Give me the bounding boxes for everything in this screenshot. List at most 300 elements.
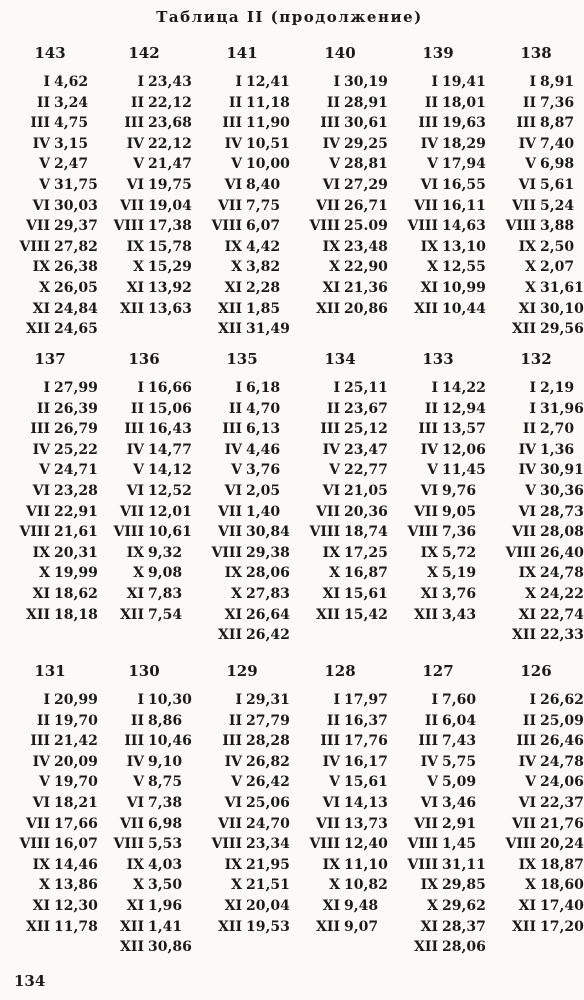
month-numeral: II: [130, 94, 144, 111]
month-numeral: VI: [518, 794, 536, 811]
month-numeral: IX: [32, 544, 50, 561]
table-row: [4, 301, 96, 322]
month-numeral: X: [133, 259, 144, 276]
table-row: [196, 239, 288, 260]
month-numeral: III: [222, 421, 242, 438]
day-value: 24,78: [540, 565, 584, 582]
table-row: [98, 795, 190, 816]
month-numeral: II: [326, 712, 340, 729]
month-numeral: III: [320, 421, 340, 438]
day-value: 30,86: [148, 939, 192, 956]
day-value: 26,42: [246, 627, 290, 644]
month-numeral: VII: [26, 815, 50, 832]
month-numeral: V: [329, 462, 340, 479]
day-value: 11,78: [54, 918, 98, 935]
table-row: [294, 545, 386, 566]
month-numeral: II: [130, 400, 144, 417]
day-value: 30,10: [540, 300, 584, 317]
day-value: 28,37: [442, 918, 486, 935]
day-value: 4,62: [54, 74, 89, 90]
table-row: [196, 524, 288, 545]
table-row: [392, 713, 484, 734]
month-numeral: III: [222, 115, 242, 132]
table-row: [98, 95, 190, 116]
day-value: 12,41: [246, 74, 290, 90]
table-row: [490, 301, 582, 322]
month-numeral: XII: [218, 321, 242, 338]
table-row: [294, 301, 386, 322]
table-row: [490, 795, 582, 816]
table-row: [392, 795, 484, 816]
month-numeral: I: [529, 380, 536, 396]
day-value: 18,18: [54, 606, 98, 623]
day-value: 19,75: [148, 176, 192, 193]
table-row: [392, 692, 484, 713]
month-numeral: V: [231, 156, 242, 173]
column-header: 138: [520, 44, 552, 62]
column-header: 141: [226, 44, 258, 62]
month-numeral: V: [231, 774, 242, 791]
table-row: [294, 198, 386, 219]
table-row: [196, 607, 288, 628]
day-value: 21,76: [540, 815, 584, 832]
column-rows: [294, 692, 386, 939]
day-value: 21,36: [344, 279, 388, 296]
day-value: 28,73: [540, 503, 584, 520]
column-header: 131: [34, 662, 66, 680]
table-row: [392, 462, 484, 483]
day-value: 24,71: [54, 462, 98, 479]
table-row: [98, 836, 190, 857]
table-row: [98, 857, 190, 878]
month-numeral: XII: [218, 627, 242, 644]
month-numeral: III: [320, 115, 340, 132]
month-numeral: VII: [512, 197, 536, 214]
day-value: 19,41: [442, 74, 486, 90]
day-value: 26,79: [54, 421, 98, 438]
month-numeral: VII: [26, 503, 50, 520]
month-numeral: V: [39, 774, 50, 791]
table-row: [392, 401, 484, 422]
table-row: [4, 524, 96, 545]
day-value: 5,09: [442, 774, 477, 791]
table-row: [490, 115, 582, 136]
table-row: [196, 713, 288, 734]
month-numeral: I: [333, 74, 340, 90]
day-value: 7,54: [148, 606, 183, 623]
day-value: 12,94: [442, 400, 486, 417]
column-header: 139: [422, 44, 454, 62]
day-value: 7,40: [540, 135, 575, 152]
month-numeral: IV: [420, 441, 438, 458]
day-value: 7,38: [148, 794, 183, 811]
day-value: 20,31: [54, 544, 98, 561]
month-numeral: X: [39, 565, 50, 582]
month-numeral: II: [522, 421, 536, 438]
month-numeral: III: [418, 421, 438, 438]
month-numeral: III: [30, 421, 50, 438]
table-row: [98, 733, 190, 754]
column-header: 134: [324, 350, 356, 368]
month-numeral: IX: [322, 238, 340, 255]
table-row: [4, 442, 96, 463]
day-value: 15,78: [148, 238, 192, 255]
table-row: [196, 95, 288, 116]
table-row: [392, 816, 484, 837]
month-numeral: XII: [26, 918, 50, 935]
table-row: [294, 524, 386, 545]
day-value: 16,07: [54, 836, 98, 853]
month-numeral: VI: [224, 794, 242, 811]
table-row: [4, 421, 96, 442]
day-value: 8,87: [540, 115, 575, 132]
table-row: [98, 136, 190, 157]
month-numeral: IV: [224, 441, 242, 458]
table-row: [490, 586, 582, 607]
day-value: 1,45: [442, 836, 477, 853]
day-value: 25,06: [246, 794, 290, 811]
day-value: 9,05: [442, 503, 477, 520]
table-row: [4, 795, 96, 816]
month-numeral: XII: [120, 918, 144, 935]
month-numeral: III: [516, 115, 536, 132]
table-row: [4, 836, 96, 857]
month-numeral: I: [431, 74, 438, 90]
day-value: 14,22: [442, 380, 486, 396]
month-numeral: VI: [32, 197, 50, 214]
month-numeral: VII: [512, 815, 536, 832]
table-row: [490, 504, 582, 525]
month-numeral: I: [137, 692, 144, 708]
table-row: [294, 239, 386, 260]
day-value: 22,77: [344, 462, 388, 479]
table-row: [392, 115, 484, 136]
day-value: 2,07: [540, 259, 575, 276]
day-value: 25,22: [54, 441, 98, 458]
month-numeral: III: [516, 733, 536, 750]
day-value: 11,10: [344, 856, 388, 873]
day-value: 2,19: [540, 380, 575, 396]
day-value: 17,25: [344, 544, 388, 561]
day-value: 29,62: [442, 897, 486, 914]
day-value: 24,78: [540, 753, 584, 770]
table-row: [196, 401, 288, 422]
month-numeral: X: [427, 259, 438, 276]
day-value: 13,10: [442, 238, 486, 255]
table-row: [98, 692, 190, 713]
month-numeral: VIII: [113, 524, 144, 541]
month-numeral: I: [43, 380, 50, 396]
day-value: 1,36: [540, 441, 575, 458]
day-value: 2,91: [442, 815, 477, 832]
month-numeral: XII: [316, 300, 340, 317]
day-value: 23,28: [54, 482, 98, 499]
day-value: 4,42: [246, 238, 281, 255]
month-numeral: VIII: [505, 544, 536, 561]
table-row: [490, 136, 582, 157]
table-row: [4, 321, 96, 342]
day-value: 11,18: [246, 94, 290, 111]
day-value: 8,91: [540, 74, 575, 90]
table-row: [490, 177, 582, 198]
column-rows: [98, 380, 190, 627]
month-numeral: IX: [420, 238, 438, 255]
day-value: 2,50: [540, 238, 575, 255]
table-row: [98, 442, 190, 463]
day-value: 16,37: [344, 712, 388, 729]
month-numeral: II: [228, 712, 242, 729]
day-value: 26,38: [54, 259, 98, 276]
table-row: [490, 692, 582, 713]
month-numeral: I: [43, 692, 50, 708]
month-numeral: IX: [224, 565, 242, 582]
day-value: 17,20: [540, 918, 584, 935]
table-row: [98, 401, 190, 422]
day-value: 6,18: [246, 380, 281, 396]
day-value: 27,99: [54, 380, 98, 396]
table-row: [490, 442, 582, 463]
day-value: 6,98: [148, 815, 183, 832]
month-numeral: II: [326, 400, 340, 417]
day-value: 17,66: [54, 815, 98, 832]
table-row: [4, 259, 96, 280]
column-header: 126: [520, 662, 552, 680]
month-numeral: X: [329, 259, 340, 276]
table-row: [196, 504, 288, 525]
day-value: 3,15: [54, 135, 89, 152]
month-numeral: XI: [32, 897, 50, 914]
month-numeral: III: [30, 115, 50, 132]
month-numeral: XI: [126, 585, 144, 602]
month-numeral: VII: [414, 503, 438, 520]
table-row: [294, 380, 386, 401]
month-numeral: III: [418, 733, 438, 750]
month-numeral: IX: [518, 565, 536, 582]
month-numeral: XII: [26, 606, 50, 623]
month-numeral: VI: [420, 482, 438, 499]
month-numeral: VI: [224, 482, 242, 499]
month-numeral: I: [529, 692, 536, 708]
day-value: 7,43: [442, 733, 477, 750]
table-row: [392, 774, 484, 795]
table-row: [98, 462, 190, 483]
day-value: 12,55: [442, 259, 486, 276]
table-row: [98, 74, 190, 95]
day-value: 14,13: [344, 794, 388, 811]
day-value: 2,28: [246, 279, 281, 296]
table-row: [392, 95, 484, 116]
day-value: 31,75: [54, 176, 98, 193]
column-header: 127: [422, 662, 454, 680]
month-numeral: V: [133, 774, 144, 791]
month-numeral: IV: [126, 753, 144, 770]
table-row: [98, 713, 190, 734]
table-row: [98, 421, 190, 442]
day-value: 19,63: [442, 115, 486, 132]
table-row: [490, 74, 582, 95]
day-value: 3,76: [246, 462, 281, 479]
month-numeral: VII: [512, 524, 536, 541]
day-value: 21,05: [344, 482, 388, 499]
table-row: [490, 713, 582, 734]
table-row: [490, 156, 582, 177]
table-row: [196, 321, 288, 342]
table-row: [294, 586, 386, 607]
day-value: 31,96: [540, 400, 584, 417]
month-numeral: IV: [420, 753, 438, 770]
day-value: 10,82: [344, 877, 388, 894]
day-value: 14,63: [442, 218, 486, 235]
day-value: 13,86: [54, 877, 98, 894]
month-numeral: III: [320, 733, 340, 750]
day-value: 6,04: [442, 712, 477, 729]
table-row: [196, 836, 288, 857]
month-numeral: VII: [218, 524, 242, 541]
month-numeral: VIII: [407, 524, 438, 541]
table-row: [4, 239, 96, 260]
day-value: 26,82: [246, 753, 290, 770]
month-numeral: XII: [316, 606, 340, 623]
month-numeral: IV: [322, 441, 340, 458]
month-numeral: VIII: [19, 524, 50, 541]
table-row: [392, 939, 484, 960]
month-numeral: III: [222, 733, 242, 750]
month-numeral: I: [529, 74, 536, 90]
day-value: 23,34: [246, 836, 290, 853]
table-row: [196, 774, 288, 795]
day-value: 28,06: [442, 939, 486, 956]
month-numeral: V: [133, 462, 144, 479]
day-value: 20,86: [344, 300, 388, 317]
table-row: [196, 754, 288, 775]
day-value: 8,75: [148, 774, 183, 791]
table-row: [490, 462, 582, 483]
day-value: 27,82: [54, 238, 98, 255]
column-rows: [98, 692, 190, 960]
table-row: [392, 218, 484, 239]
day-value: 30,84: [246, 524, 290, 541]
table-row: [490, 857, 582, 878]
table-row: [490, 774, 582, 795]
day-value: 23,47: [344, 441, 388, 458]
day-value: 17,40: [540, 897, 584, 914]
month-numeral: VIII: [113, 218, 144, 235]
month-numeral: IV: [32, 753, 50, 770]
day-value: 19,70: [54, 774, 98, 791]
table-row: [294, 836, 386, 857]
day-value: 18,60: [540, 877, 584, 894]
month-numeral: VIII: [309, 836, 340, 853]
month-numeral: IV: [518, 135, 536, 152]
day-value: 19,04: [148, 197, 192, 214]
day-value: 23,48: [344, 238, 388, 255]
month-numeral: II: [36, 400, 50, 417]
month-numeral: IV: [518, 441, 536, 458]
day-value: 21,42: [54, 733, 98, 750]
month-numeral: X: [427, 897, 438, 914]
month-numeral: II: [326, 94, 340, 111]
table-row: [4, 919, 96, 940]
day-value: 28,81: [344, 156, 388, 173]
table-row: [490, 198, 582, 219]
month-numeral: XII: [26, 321, 50, 338]
day-value: 22,12: [148, 94, 192, 111]
column-header: 128: [324, 662, 356, 680]
table-row: [4, 280, 96, 301]
day-value: 30,36: [540, 482, 584, 499]
table-row: [490, 95, 582, 116]
day-value: 17,38: [148, 218, 192, 235]
day-value: 26,71: [344, 197, 388, 214]
month-numeral: X: [133, 877, 144, 894]
month-numeral: XII: [414, 300, 438, 317]
month-numeral: I: [43, 74, 50, 90]
day-value: 5,72: [442, 544, 477, 561]
table-row: [196, 483, 288, 504]
month-numeral: IV: [322, 753, 340, 770]
table-row: [392, 754, 484, 775]
month-numeral: I: [333, 692, 340, 708]
table-row: [392, 156, 484, 177]
column-header: 137: [34, 350, 66, 368]
table-row: [98, 524, 190, 545]
table-row: [294, 877, 386, 898]
column-rows: [196, 380, 288, 648]
table-row: [98, 177, 190, 198]
table-row: [294, 462, 386, 483]
month-numeral: XII: [512, 321, 536, 338]
day-value: 28,91: [344, 94, 388, 111]
day-value: 14,77: [148, 441, 192, 458]
table-row: [4, 483, 96, 504]
table-row: [294, 898, 386, 919]
month-numeral: XII: [120, 606, 144, 623]
table-row: [392, 586, 484, 607]
day-value: 26,39: [54, 400, 98, 417]
month-numeral: XI: [32, 300, 50, 317]
month-numeral: XII: [316, 918, 340, 935]
day-value: 16,43: [148, 421, 192, 438]
table-row: [392, 259, 484, 280]
month-numeral: VII: [120, 815, 144, 832]
month-numeral: VIII: [407, 856, 438, 873]
month-numeral: X: [525, 585, 536, 602]
day-value: 10,46: [148, 733, 192, 750]
day-value: 21,61: [54, 524, 98, 541]
day-value: 11,90: [246, 115, 290, 132]
month-numeral: III: [124, 733, 144, 750]
table-row: [4, 857, 96, 878]
page-number: 134: [14, 972, 46, 990]
table-row: [4, 898, 96, 919]
month-numeral: VI: [32, 482, 50, 499]
day-value: 14,46: [54, 856, 98, 873]
day-value: 22,33: [540, 627, 584, 644]
table-row: [98, 280, 190, 301]
month-numeral: I: [235, 74, 242, 90]
table-row: [392, 442, 484, 463]
month-numeral: XII: [512, 918, 536, 935]
day-value: 2,47: [54, 156, 89, 173]
month-numeral: V: [329, 774, 340, 791]
table-row: [196, 301, 288, 322]
day-value: 22,90: [344, 259, 388, 276]
table-row: [490, 733, 582, 754]
day-value: 20,99: [54, 692, 98, 708]
table-row: [294, 733, 386, 754]
table-row: [294, 504, 386, 525]
day-value: 5,24: [540, 197, 575, 214]
